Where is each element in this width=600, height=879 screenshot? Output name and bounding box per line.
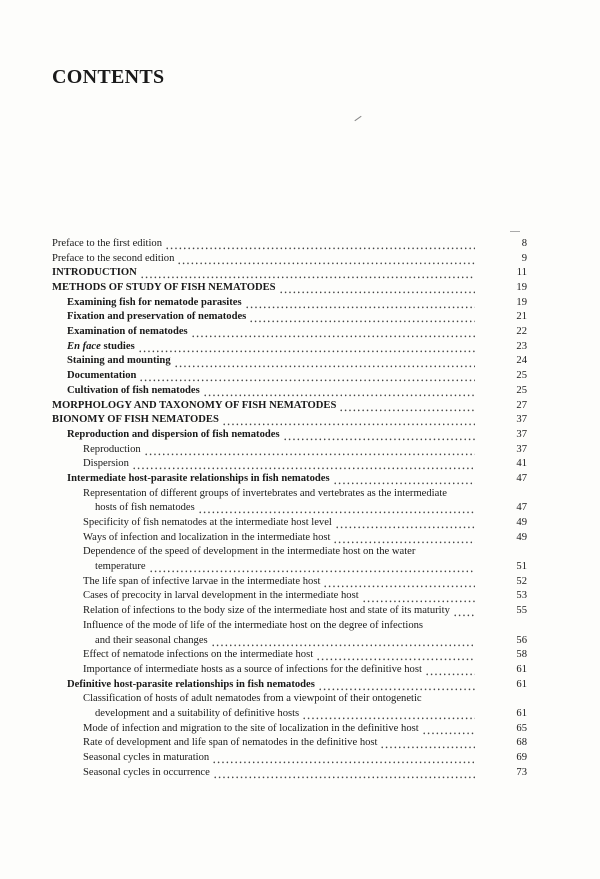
toc-page-number: 52 — [516, 575, 527, 587]
toc-entry-title: Seasonal cycles in occurrence — [83, 766, 210, 778]
toc-entry — [52, 678, 527, 693]
dot-leader — [422, 722, 475, 737]
toc-entry — [52, 590, 527, 605]
toc-entry — [52, 443, 527, 458]
toc-entry — [52, 663, 527, 678]
toc-page-number: 73 — [516, 766, 527, 778]
toc-page-number: 56 — [516, 634, 527, 646]
toc-entry-title: Documentation — [67, 370, 137, 382]
dot-leader — [333, 472, 475, 487]
toc-entry — [52, 692, 527, 707]
toc-page-number: 37 — [516, 443, 527, 455]
toc-page-number: 51 — [516, 561, 527, 573]
toc-entry-continuation — [52, 634, 527, 649]
toc-page-number: 23 — [516, 340, 527, 352]
toc-entry — [52, 736, 527, 751]
toc-entry — [52, 355, 527, 370]
dot-leader — [362, 590, 475, 605]
toc-entry-title: Importance of intermediate hosts as a source of infections for the definitive host — [83, 663, 422, 675]
scan-mark — [510, 231, 520, 232]
toc-entry-title: MORPHOLOGY AND TAXONOMY OF FISH NEMATODES — [52, 399, 337, 411]
toc-entry — [52, 457, 527, 472]
toc-entry-title: Definitive host-parasite relationships in fish nematodes — [67, 678, 315, 690]
toc-entry-title: Specificity of fish nematodes at the intermediate host level — [83, 517, 332, 529]
toc-page-number: 25 — [516, 384, 527, 396]
toc-entry-title-continuation: development and a suitability of definitive hosts — [95, 707, 300, 719]
dot-leader — [213, 766, 475, 781]
toc-entry-title — [67, 340, 138, 355]
toc-entry-title: Seasonal cycles in maturation — [83, 752, 210, 764]
toc-entry-title: The life span of infective larvae in the intermediate host — [83, 575, 321, 587]
toc-page-number: 61 — [516, 663, 527, 675]
toc-page-number: 22 — [516, 326, 527, 338]
toc-entry-title-rest: studies — [100, 340, 135, 352]
toc-page-number: 53 — [516, 590, 527, 602]
toc-entry — [52, 575, 527, 590]
dot-leader — [203, 384, 475, 399]
toc-entry-title: Mode of infection and migration to the site of localization in the definitive host — [83, 722, 419, 734]
toc-page-number: 61 — [516, 678, 527, 690]
dot-leader — [333, 531, 475, 546]
toc-page-number: 65 — [516, 722, 527, 734]
toc-entry-title: Staining and mounting — [67, 355, 171, 367]
toc-entry-continuation — [52, 501, 527, 516]
toc-entry-title: Examination of nematodes — [67, 326, 188, 338]
dot-leader — [302, 707, 475, 722]
toc-page-number: 21 — [516, 311, 527, 323]
toc-entry-title: Ways of infection and localization in the intermediate host — [83, 531, 331, 543]
dot-leader — [144, 443, 475, 458]
dot-leader — [139, 369, 475, 384]
toc-entry-title: Effect of nematode infections on the intermediate host — [83, 649, 314, 661]
toc-entry-title: Reproduction and dispersion of fish nematodes — [67, 428, 280, 440]
toc-page-number: 24 — [516, 355, 527, 367]
toc-entry — [52, 619, 527, 634]
dot-leader — [425, 663, 475, 678]
toc-entry — [52, 751, 527, 766]
toc-entry — [52, 722, 527, 737]
dot-leader — [222, 413, 475, 428]
dot-leader — [380, 736, 475, 751]
dot-leader — [211, 634, 475, 649]
dot-leader — [191, 325, 475, 340]
toc-entry — [52, 281, 527, 296]
toc-entry-title: Reproduction — [83, 443, 141, 455]
toc-entry — [52, 296, 527, 311]
toc-page-number: 49 — [516, 531, 527, 543]
toc-entry — [52, 604, 527, 619]
toc-page-number: 61 — [516, 707, 527, 719]
toc-entry-continuation — [52, 560, 527, 575]
toc-page-number: 19 — [516, 282, 527, 294]
toc-entry-title: Preface to the first edition — [52, 237, 163, 249]
dot-leader — [177, 252, 475, 267]
toc-entry — [52, 472, 527, 487]
toc-entry — [52, 237, 527, 252]
toc-entry-title: Fixation and preservation of nematodes — [67, 311, 247, 323]
toc-entry — [52, 340, 527, 355]
toc-entry — [52, 266, 527, 281]
toc-page-number: 8 — [521, 237, 527, 249]
toc-entry — [52, 545, 527, 560]
toc-page-number: 37 — [516, 414, 527, 426]
dot-leader — [318, 678, 475, 693]
toc-entry-title: BIONOMY OF FISH NEMATODES — [52, 414, 219, 426]
toc-entry — [52, 399, 527, 414]
dot-leader — [283, 428, 475, 443]
toc-page-number: 58 — [516, 649, 527, 661]
toc-page-number: 41 — [516, 458, 527, 470]
toc-entry-title: METHODS OF STUDY OF FISH NEMATODES — [52, 282, 276, 294]
toc-page-number: 19 — [516, 296, 527, 308]
toc-entry — [52, 384, 527, 399]
toc-entry — [52, 325, 527, 340]
toc-page-number: 47 — [516, 502, 527, 514]
dot-leader — [335, 516, 475, 531]
toc-entry — [52, 252, 527, 267]
dot-leader — [165, 237, 475, 252]
toc-page-number: 68 — [516, 737, 527, 749]
toc-entry — [52, 648, 527, 663]
dot-leader — [453, 604, 475, 619]
toc-entry-title: Dependence of the speed of development in the intermediate host on the water — [83, 546, 416, 558]
toc-page-number: 9 — [521, 252, 527, 264]
dot-leader — [138, 340, 475, 355]
toc-entry — [52, 413, 527, 428]
dot-leader — [198, 501, 475, 516]
dot-leader — [212, 751, 475, 766]
dot-leader — [132, 457, 475, 472]
toc-entry-title: Rate of development and life span of nematodes in the definitive host — [83, 737, 378, 749]
toc-entry-title: Representation of different groups of invertebrates and vertebrates as the intermediate — [83, 487, 447, 499]
toc-entry-title-continuation: and their seasonal changes — [95, 634, 208, 646]
toc-entry-title: Examining fish for nematode parasites — [67, 296, 242, 308]
toc-page-number: 25 — [516, 370, 527, 382]
toc-entry-title: Dispersion — [83, 458, 129, 470]
toc-page-number: 47 — [516, 472, 527, 484]
dot-leader — [316, 648, 475, 663]
dot-leader — [149, 560, 475, 575]
toc-entry-title: Intermediate host-parasite relationships in fish nematodes — [67, 472, 330, 484]
toc-entry — [52, 428, 527, 443]
toc-page-number: 49 — [516, 517, 527, 529]
toc-page-number: 55 — [516, 605, 527, 617]
toc-page-number: 37 — [516, 428, 527, 440]
toc-entry-continuation — [52, 707, 527, 722]
toc-page-number: 69 — [516, 752, 527, 764]
toc-entry-title: INTRODUCTION — [52, 267, 137, 279]
toc-entry-title: Cases of precocity in larval development in the intermediate host — [83, 590, 359, 602]
dot-leader — [279, 281, 475, 296]
toc-entry — [52, 369, 527, 384]
toc-entry-title: Influence of the mode of life of the intermediate host on the degree of infections — [83, 619, 424, 631]
toc-entry-title: Cultivation of fish nematodes — [67, 384, 200, 396]
toc-entry — [52, 310, 527, 325]
toc-entry — [52, 766, 527, 781]
toc-entry-title-continuation: temperature — [95, 561, 146, 573]
toc-entry-title: Classification of hosts of adult nematodes from a viewpoint of their ontogenetic — [83, 693, 422, 705]
toc-entry-title: Relation of infections to the body size of the intermediate host and state of its maturity — [83, 605, 450, 617]
toc-page-number: 27 — [516, 399, 527, 411]
toc-entry-title-italic: En face — [67, 340, 101, 352]
toc-entry-title-continuation: hosts of fish nematodes — [95, 502, 195, 514]
scan-mark — [354, 116, 361, 121]
dot-leader — [339, 399, 475, 414]
dot-leader — [174, 355, 475, 370]
dot-leader — [245, 296, 475, 311]
toc-page-number: 11 — [516, 267, 527, 279]
toc-entry — [52, 487, 527, 502]
table-of-contents — [52, 237, 527, 780]
page-title: CONTENTS — [52, 66, 165, 88]
dot-leader — [323, 575, 475, 590]
toc-entry — [52, 516, 527, 531]
toc-entry-title: Preface to the second edition — [52, 252, 175, 264]
dot-leader — [249, 310, 475, 325]
dot-leader — [140, 266, 475, 281]
toc-entry — [52, 531, 527, 546]
